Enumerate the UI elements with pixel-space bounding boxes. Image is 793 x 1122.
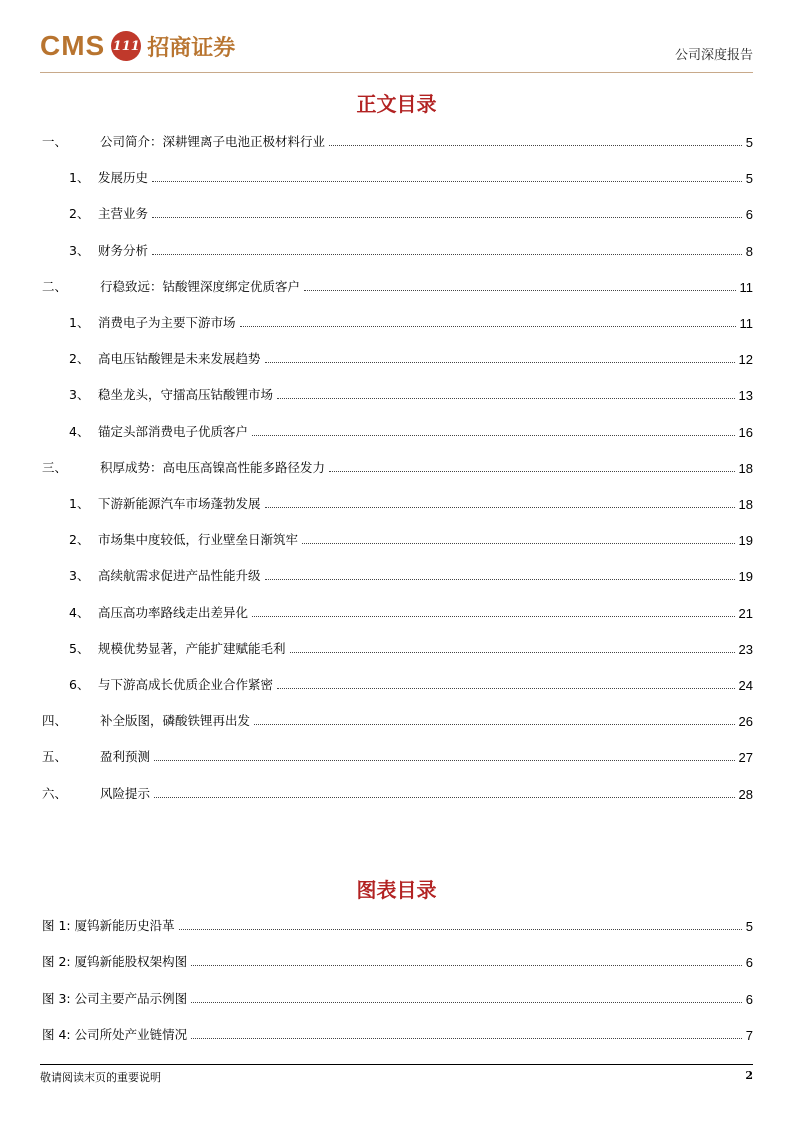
toc-number: 5、 [69, 640, 90, 656]
toc-label: 盈利预测 [100, 749, 151, 765]
toc-label: 规模优势显著，产能扩建赋能毛利 [98, 640, 286, 656]
toc-entry[interactable] [42, 673, 753, 693]
toc-entry[interactable] [42, 528, 753, 548]
toc-entry[interactable] [42, 637, 753, 657]
dot-leader [304, 289, 735, 291]
dot-leader [254, 723, 735, 725]
figure-entry[interactable] [42, 1023, 753, 1043]
page-header [40, 28, 753, 73]
figure-page-number: 6 [745, 991, 753, 1007]
dot-leader [265, 578, 735, 580]
figure-page-number: 7 [745, 1027, 753, 1043]
toc-label: 与下游高成长优质企业合作紧密 [98, 677, 274, 692]
figure-label: 公司主要产品示例图 [74, 990, 188, 1006]
toc-number: 2、 [69, 532, 90, 548]
toc-number: 2、 [69, 351, 90, 367]
dot-leader [240, 325, 736, 327]
cms-logo [40, 28, 235, 64]
toc-entry[interactable] [42, 420, 753, 440]
dot-leader [290, 651, 735, 653]
toc-number: 4、 [69, 423, 90, 439]
toc-page-number: 5 [745, 171, 753, 187]
toc-page-number: 26 [738, 714, 753, 730]
toc-label: 高续航需求促进产品性能升级 [98, 568, 261, 584]
toc-entry[interactable] [42, 239, 753, 259]
toc-page-number: 23 [738, 641, 753, 657]
toc-page-number: 5 [745, 135, 753, 150]
figure-page-number: 6 [745, 955, 753, 971]
toc-label: 行稳致远：钴酸锂深度绑定优质客户 [100, 278, 301, 294]
toc-number: 六、 [42, 785, 68, 801]
logo-company-name: 招商证券 [147, 34, 236, 61]
toc-number: 2、 [69, 206, 90, 222]
figure-page-number: 5 [745, 919, 753, 934]
toc-label: 财务分析 [98, 242, 149, 258]
dot-leader [252, 434, 735, 436]
figure-entry[interactable] [42, 914, 753, 934]
toc-page-number: 24 [738, 678, 753, 693]
dot-leader [329, 144, 742, 146]
toc-label: 主营业务 [98, 206, 149, 222]
toc-entry[interactable] [42, 275, 753, 295]
dot-leader [329, 470, 735, 472]
dot-leader [252, 615, 735, 617]
toc-label: 风险提示 [100, 785, 151, 801]
toc-page-number: 27 [738, 750, 753, 766]
toc-label: 消费电子为主要下游市场 [98, 315, 236, 330]
figure-entry[interactable] [42, 987, 753, 1007]
figure-label: 厦钨新能历史沿革 [74, 918, 175, 933]
dot-leader [265, 361, 735, 363]
toc-number: 二、 [42, 278, 68, 294]
toc-page-number: 11 [739, 316, 753, 331]
dot-leader [191, 1037, 742, 1039]
toc-label: 市场集中度较低，行业壁垒日渐筑牢 [98, 532, 299, 548]
toc-label: 高压高功率路线走出差异化 [98, 604, 249, 620]
toc-entry[interactable] [42, 347, 753, 367]
toc-page-number: 11 [739, 279, 753, 295]
toc-entry[interactable] [42, 166, 753, 186]
toc-entry[interactable] [42, 492, 753, 512]
toc-label: 锚定头部消费电子优质客户 [98, 423, 249, 439]
toc-entry[interactable] [42, 456, 753, 476]
toc-label: 稳坐龙头，守擂高压钴酸锂市场 [98, 387, 274, 403]
figure-label: 厦钨新能股权架构图 [74, 954, 188, 970]
toc-entry[interactable] [42, 564, 753, 584]
toc-number: 1、 [69, 170, 90, 186]
toc-page-number: 28 [738, 786, 753, 802]
toc-title: 正文目录 [356, 92, 437, 116]
toc-number: 3、 [69, 242, 90, 258]
toc-label: 补全版图，磷酸铁锂再出发 [100, 713, 251, 729]
figure-number: 图 1: [42, 918, 71, 933]
figure-number: 图 4: [42, 1026, 71, 1042]
toc-entry[interactable] [42, 601, 753, 621]
dot-leader [191, 1001, 742, 1003]
toc-number: 4、 [69, 604, 90, 620]
dot-leader [154, 796, 735, 798]
dot-leader [277, 397, 735, 399]
toc-number: 6、 [69, 677, 90, 692]
dot-leader [152, 180, 742, 182]
toc-entry[interactable] [42, 383, 753, 403]
footer-notice: 敬请阅读末页的重要说明 [40, 1071, 161, 1084]
figure-list-title: 图表目录 [356, 878, 437, 902]
toc-entry[interactable] [42, 709, 753, 729]
toc-number: 1、 [69, 315, 90, 330]
toc-label: 发展历史 [98, 170, 149, 186]
toc-number: 一、 [42, 134, 68, 149]
toc-entry[interactable] [42, 782, 753, 802]
figure-entry[interactable] [42, 950, 753, 970]
figure-number: 图 2: [42, 954, 71, 970]
dot-leader [265, 506, 735, 508]
toc-entry[interactable] [42, 130, 753, 150]
toc-label: 高电压钴酸锂是未来发展趋势 [98, 351, 261, 367]
dot-leader [152, 216, 742, 218]
figure-number: 图 3: [42, 990, 71, 1006]
toc-entry[interactable] [42, 202, 753, 222]
dot-leader [154, 759, 735, 761]
toc-number: 1、 [69, 496, 90, 511]
dot-leader [152, 253, 742, 255]
toc-page-number: 18 [738, 497, 753, 512]
logo-badge-icon: 111 [111, 31, 141, 61]
toc-number: 3、 [69, 387, 90, 403]
toc-entry[interactable] [42, 311, 753, 331]
report-type-label: 公司深度报告 [674, 48, 753, 63]
page-footer [40, 1064, 753, 1085]
toc-page-number: 19 [738, 533, 753, 549]
toc-page-number: 16 [738, 424, 753, 440]
toc-entry[interactable] [42, 745, 753, 765]
dot-leader [179, 928, 742, 930]
toc-page-number: 19 [738, 569, 753, 585]
page-number: 2 [745, 1069, 753, 1082]
toc-page-number: 6 [745, 207, 753, 223]
dot-leader [191, 964, 742, 966]
toc-label: 下游新能源汽车市场蓬勃发展 [98, 496, 261, 511]
toc-page-number: 13 [738, 388, 753, 404]
toc-label: 积厚成势：高电压高镍高性能多路径发力 [100, 459, 326, 475]
dot-leader [302, 542, 735, 544]
toc-page-number: 8 [745, 243, 753, 259]
toc-number: 3、 [69, 568, 90, 584]
toc-page-number: 12 [738, 352, 753, 368]
toc-number: 四、 [42, 713, 68, 729]
toc-label: 公司简介：深耕锂离子电池正极材料行业 [100, 134, 326, 149]
toc-number: 五、 [42, 749, 68, 765]
figure-label: 公司所处产业链情况 [74, 1026, 188, 1042]
toc-page-number: 21 [738, 605, 753, 621]
toc-page-number: 18 [738, 460, 753, 476]
toc-number: 三、 [42, 459, 68, 475]
logo-cms-text: CMS [40, 30, 106, 61]
dot-leader [277, 687, 735, 689]
